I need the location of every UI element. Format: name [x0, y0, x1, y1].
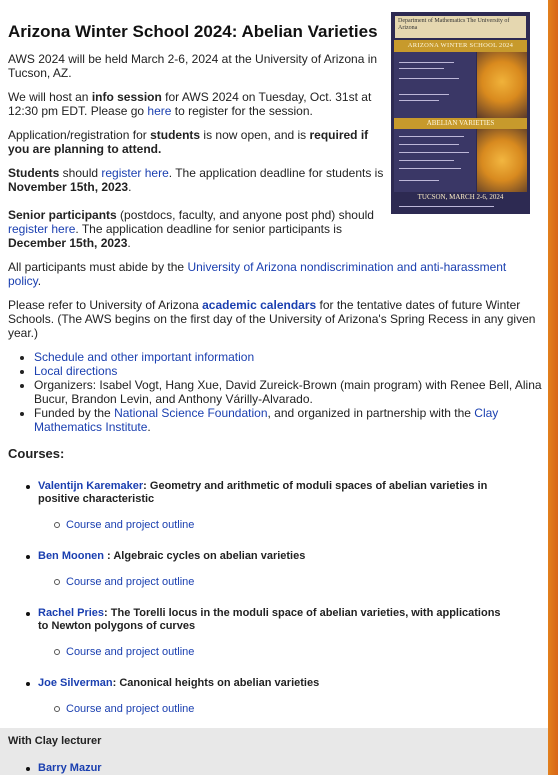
course-item: Joe Silverman: Canonical heights on abelian varieties Course and project outline	[8, 677, 508, 716]
bullet-icon	[26, 485, 30, 489]
bullet-icon	[26, 767, 30, 771]
course-item: Rachel Pries: The Torelli locus in the moduli space of abelian varieties, with applications to Newton polygons of curves Course and project outline	[8, 607, 508, 659]
senior-register-link[interactable]: register here	[8, 222, 76, 236]
policy-link[interactable]: University of Arizona nondiscrimination and anti-harassment policy	[8, 260, 507, 288]
list-item	[34, 364, 554, 378]
speaker-link[interactable]: Valentijn Karemaker	[38, 480, 144, 492]
nsf-link[interactable]: National Science Foundation	[114, 406, 268, 420]
organizers-item: • Organizers: Isabel Vogt, Hang Xue, David Zureick-Brown (main program) with Renee Bell, Alina Bucur, Brandon Levin, and Anthony Várilly-Alvarado.	[34, 378, 554, 406]
policy-paragraph: All participants must abide by the University of Arizona nondiscrimination and anti-harassment policy.	[8, 260, 507, 288]
schedule-link[interactable]: Schedule and other important information	[34, 350, 255, 364]
bullet-icon	[26, 612, 30, 616]
clay-institute-link[interactable]: Clay Mathematics Institute	[34, 406, 499, 434]
course-item: Ben Moonen : Algebraic cycles on abelian varieties Course and project outline	[8, 550, 508, 589]
circle-bullet-icon	[54, 579, 60, 585]
speaker-link[interactable]: Joe Silverman	[38, 677, 113, 689]
poster-subtitle: ABELIAN VARIETIES	[394, 118, 527, 129]
students-register-link[interactable]: register here	[101, 166, 169, 180]
info-session-paragraph: We will host an info session for AWS 2024 on Tuesday, Oct. 31st at 12:30 pm EDT. Please go here to register for the session.	[8, 90, 372, 118]
calendar-paragraph: Please refer to University of Arizona academic calendars for the tentative dates of future Winter Schools. (The AWS begins on the first day of the University of Arizona's Spring Recess in any given year.)	[8, 298, 536, 340]
poster-image	[391, 12, 530, 214]
bullet-icon	[26, 682, 30, 686]
registration-paragraph: Application/registration for students is now open, and is required if you are planning to attend.	[8, 128, 369, 156]
poster-banner: ARIZONA WINTER SCHOOL 2024	[394, 40, 527, 52]
course-outline-link[interactable]: Course and project outline	[66, 576, 195, 588]
poster-flower-image	[477, 52, 527, 118]
course-outline-link[interactable]: Course and project outline	[66, 703, 195, 715]
info-session-link[interactable]: here	[147, 104, 172, 118]
list-item	[34, 350, 554, 364]
page-title: Arizona Winter School 2024: Abelian Varieties	[8, 22, 378, 41]
courses-heading: Courses:	[8, 446, 65, 461]
poster-flower-image	[477, 129, 527, 192]
students-paragraph: Students should register here. The application deadline for students is November 15th, 2023.	[8, 166, 384, 194]
circle-bullet-icon	[54, 706, 60, 712]
clay-heading: With Clay lecturer	[8, 735, 102, 747]
academic-calendars-link[interactable]: academic calendars	[202, 298, 317, 312]
bullet-icon	[26, 555, 30, 559]
clay-lecturer-item	[8, 762, 508, 775]
course-outline-link[interactable]: Course and project outline	[66, 646, 195, 658]
senior-paragraph: Senior participants (postdocs, faculty, and anyone post phd) should register here. The application deadline for senior participants is December 15th, 2023.	[8, 208, 374, 250]
circle-bullet-icon	[54, 522, 60, 528]
info-list	[8, 350, 554, 434]
local-directions-link[interactable]: Local directions	[34, 364, 118, 378]
poster-date: TUCSON, MARCH 2-6, 2024	[417, 193, 504, 201]
clay-lecturer-link[interactable]: Barry Mazur	[38, 762, 102, 774]
poster-header: Department of Mathematics The University of Arizona	[395, 16, 526, 38]
speaker-link[interactable]: Ben Moonen	[38, 550, 104, 562]
course-outline-link[interactable]: Course and project outline	[66, 519, 195, 531]
speaker-link[interactable]: Rachel Pries	[38, 607, 105, 619]
course-item: Valentijn Karemaker: Geometry and arithmetic of moduli spaces of abelian varieties in positive characteristic Course and project outline	[8, 480, 508, 532]
funded-item: • Funded by the National Science Foundation, and organized in partnership with the Clay Mathematics Institute.	[34, 406, 554, 434]
circle-bullet-icon	[54, 649, 60, 655]
held-paragraph: AWS 2024 will be held March 2-6, 2024 at the University of Arizona in Tucson, AZ.	[8, 52, 378, 80]
